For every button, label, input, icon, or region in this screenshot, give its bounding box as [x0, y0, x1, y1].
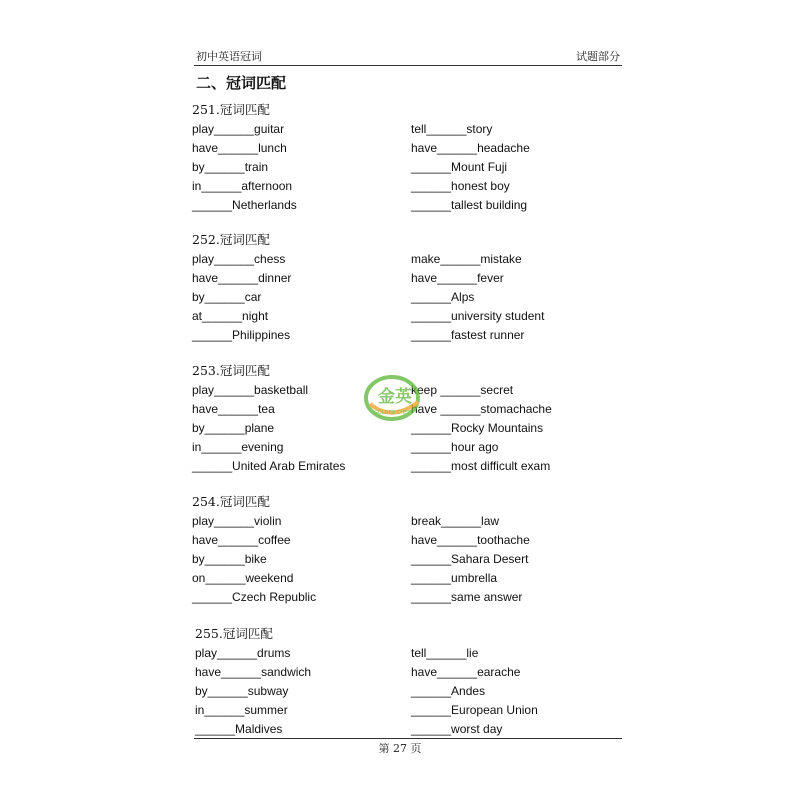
exercise-row — [192, 512, 632, 531]
group-title: 253.冠词匹配 — [192, 363, 270, 378]
left-item: play______drums — [195, 646, 291, 660]
right-item: ______Andes — [411, 684, 486, 698]
exercise-row — [192, 177, 632, 196]
left-item: have______dinner — [192, 271, 292, 285]
right-item: ______Sahara Desert — [411, 552, 529, 566]
left-item: on______weekend — [192, 571, 294, 585]
left-item: by______plane — [192, 421, 275, 435]
right-item: ______tallest building — [411, 198, 528, 212]
left-item: play______chess — [192, 252, 286, 266]
right-item: have______earache — [411, 665, 521, 679]
exercise-row — [192, 288, 632, 307]
right-item: ______Mount Fuji — [411, 160, 508, 174]
left-item: have______coffee — [192, 533, 291, 547]
exercise-row — [192, 457, 632, 476]
left-item: by______train — [192, 160, 269, 174]
exercise-row — [192, 307, 632, 326]
right-item: ______hour ago — [411, 440, 499, 454]
left-item: have______lunch — [192, 141, 287, 155]
right-item: break______law — [411, 514, 500, 528]
right-item: ______same answer — [411, 590, 523, 604]
right-item: ______honest boy — [411, 179, 510, 193]
right-item: have ______stomachache — [411, 402, 552, 416]
leaf-logo-icon — [362, 374, 448, 422]
right-item: ______university student — [411, 309, 545, 323]
exercise-row — [195, 720, 635, 739]
left-item: have______sandwich — [195, 665, 312, 679]
footer-divider — [194, 738, 622, 739]
exercise-row — [192, 550, 632, 569]
left-item: in______afternoon — [192, 179, 293, 193]
exercise-row — [195, 701, 635, 720]
page-number: 第 27 页 — [378, 742, 422, 755]
header-left-title: 初中英语冠词 — [196, 50, 262, 63]
section-title: 二、冠词匹配 — [196, 74, 287, 92]
right-item: have______headache — [411, 141, 530, 155]
right-item: ______umbrella — [411, 571, 498, 585]
left-item: have______tea — [192, 402, 275, 416]
right-item: ______Rocky Mountains — [411, 421, 544, 435]
header-right-title: 试题部分 — [576, 50, 620, 63]
exercise-row — [195, 644, 635, 663]
header-divider — [194, 65, 622, 66]
exercise-row — [192, 569, 632, 588]
right-item: ______European Union — [411, 703, 538, 717]
right-item: ______most difficult exam — [411, 459, 551, 473]
right-item: tell______lie — [411, 646, 479, 660]
exercise-group-254 — [192, 493, 632, 607]
right-item: make______mistake — [411, 252, 522, 266]
exercise-row — [195, 663, 635, 682]
group-title: 254.冠词匹配 — [192, 494, 270, 509]
exercise-row — [192, 196, 632, 215]
left-item: play______violin — [192, 514, 282, 528]
exercise-row — [192, 269, 632, 288]
exercise-row — [192, 250, 632, 269]
exercise-row — [192, 158, 632, 177]
right-item: have______fever — [411, 271, 504, 285]
left-item: ______Maldives — [195, 722, 283, 736]
exercise-row — [192, 531, 632, 550]
right-item: ______fastest runner — [411, 328, 525, 342]
left-item: ______Philippines — [192, 328, 291, 342]
exercise-row — [192, 139, 632, 158]
left-item: play______guitar — [192, 122, 285, 136]
right-item: keep ______secret — [411, 383, 514, 397]
right-item: ______worst day — [411, 722, 503, 736]
exercise-group-251 — [192, 101, 632, 215]
right-item: tell______story — [411, 122, 493, 136]
left-item: by______car — [192, 290, 262, 304]
exercise-row — [192, 588, 632, 607]
left-item: in______summer — [195, 703, 288, 717]
watermark-subtext: GOLDEN CHEST — [374, 410, 414, 416]
group-title: 255.冠词匹配 — [195, 626, 273, 641]
right-item: have______toothache — [411, 533, 530, 547]
group-title: 251.冠词匹配 — [192, 102, 270, 117]
group-title: 252.冠词匹配 — [192, 232, 270, 247]
left-item: ______Czech Republic — [192, 590, 317, 604]
left-item: in______evening — [192, 440, 284, 454]
left-item: by______bike — [192, 552, 267, 566]
exercise-row — [195, 682, 635, 701]
left-item: at______night — [192, 309, 269, 323]
exercise-row — [192, 438, 632, 457]
exercise-group-252 — [192, 231, 632, 345]
watermark-text: 金英 — [378, 387, 412, 407]
right-item: ______Alps — [411, 290, 475, 304]
left-item: ______Netherlands — [192, 198, 297, 212]
exercise-group-255 — [195, 625, 635, 739]
left-item: ______United Arab Emirates — [192, 459, 346, 473]
exercise-row — [192, 120, 632, 139]
exercise-row — [192, 326, 632, 345]
left-item: play______basketball — [192, 383, 309, 397]
left-item: by______subway — [195, 684, 289, 698]
